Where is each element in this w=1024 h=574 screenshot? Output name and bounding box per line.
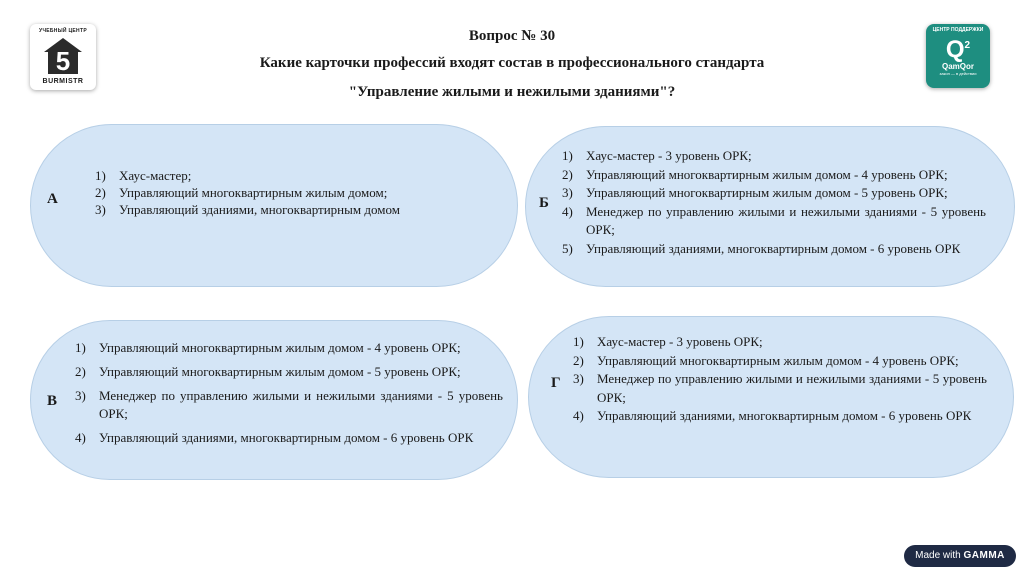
- badge-brand: GAMMA: [963, 550, 1005, 561]
- list-item: 4) Менеджер по управлению жилыми и нежилыми зданиями - 5 уровень ОРК;: [562, 203, 986, 237]
- list-item: 5) Управляющий зданиями, многоквартирным домом - 6 уровень ОРК: [562, 240, 961, 256]
- logo-right-tagline: закон — в действии: [939, 71, 977, 76]
- list-item: 1) Хаус-мастер;: [95, 168, 192, 183]
- logo-left-brand: BURMISTR: [42, 78, 84, 85]
- qamqor-logo: [926, 24, 990, 88]
- list-item: 1) Хаус-мастер - 3 уровень ОРК;: [573, 334, 763, 349]
- answer-list: [562, 147, 986, 258]
- logo-left-caption: УЧЕБНЫЙ ЦЕНТР: [39, 28, 87, 34]
- list-item: 1) Хаус-мастер - 3 уровень ОРК;: [562, 148, 752, 163]
- answer-card-v[interactable]: [30, 320, 518, 480]
- answer-letter: Г: [551, 375, 561, 391]
- answer-list: [75, 339, 503, 447]
- list-item: 2) Управляющий многоквартирным жилым домом - 4 уровень ОРК;: [573, 352, 959, 368]
- list-item: 1) Управляющий многоквартирным жилым домом - 4 уровень ОРК;: [75, 340, 461, 355]
- list-item: 2) Управляющий многоквартирным жилым домом;: [95, 185, 388, 200]
- made-with-gamma-badge[interactable]: [904, 545, 1016, 567]
- list-item: 2) Управляющий многоквартирным жилым домом - 4 уровень ОРК;: [562, 166, 948, 182]
- house-five-icon: [42, 36, 84, 76]
- answer-list: [573, 333, 987, 426]
- answer-list: [95, 167, 475, 218]
- question-text-line1: Какие карточки профессий входят состав в профессионального стандарта: [259, 55, 765, 71]
- answer-letter: В: [47, 393, 58, 409]
- answer-card-g[interactable]: [528, 316, 1014, 478]
- answer-letter: А: [47, 191, 58, 207]
- answer-card-a[interactable]: [30, 124, 518, 287]
- list-item: 3) Менеджер по управлению жилыми и нежилыми зданиями - 5 уровень ОРК;: [75, 388, 503, 421]
- list-item: 2) Управляющий многоквартирным жилым домом - 5 уровень ОРК;: [75, 364, 461, 379]
- answer-letter: Б: [539, 195, 549, 211]
- list-item: 4) Управляющий зданиями, многоквартирным домом - 6 уровень ОРК: [573, 408, 972, 423]
- logo-right-caption: ЦЕНТР ПОДДЕРЖКИ: [932, 27, 984, 33]
- badge-prefix: Made with: [915, 550, 961, 561]
- question-number: Вопрос № 30: [468, 28, 556, 44]
- answer-card-b[interactable]: [525, 126, 1015, 287]
- list-item: 3) Управляющий многоквартирным жилым домом - 5 уровень ОРК;: [562, 185, 948, 200]
- list-item: 3) Менеджер по управлению жилыми и нежилыми зданиями - 5 уровень ОРК;: [573, 371, 987, 405]
- list-item: 3) Управляющий зданиями, многоквартирным домом: [95, 202, 400, 217]
- logo-right-brand: QamQor: [941, 62, 974, 71]
- burmistr-logo: [30, 24, 96, 90]
- question-text-line2: "Управление жилыми и нежилыми зданиями"?: [348, 84, 676, 100]
- list-item: 4) Управляющий зданиями, многоквартирным домом - 6 уровень ОРК: [75, 430, 474, 445]
- logo-left-mark: 5: [55, 46, 71, 76]
- logo-right-mark: $Q^2$: [945, 36, 971, 63]
